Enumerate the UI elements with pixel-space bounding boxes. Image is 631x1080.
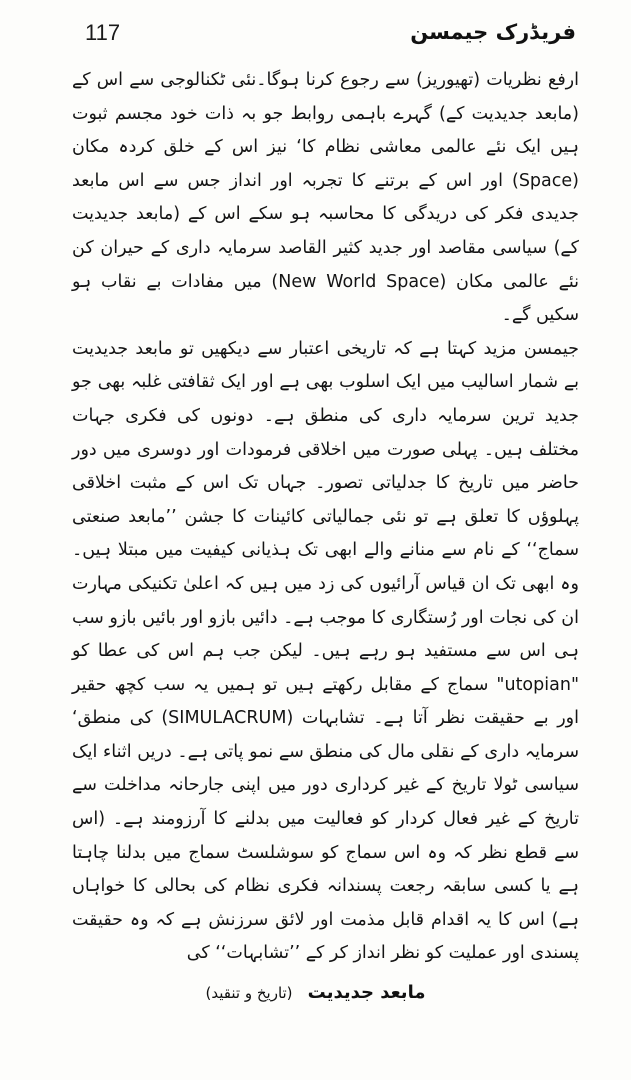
paragraph-2: جیمسن مزید کہتا ہے کہ تاریخی اعتبار سے دیکھیں تو مابعد جدیدیت بے شمار اسالیب میں ایک اسلوب بھی ہے اور ایک ثقافتی غلبہ بھی جو جدید ترین سرمایہ داری کی منطق ہے۔ دونوں کی فکری جہات مختلف ہیں۔ پہلی صورت میں اخلاقی فرمودات اور دوسری میں دور حاضر میں تاریخ کا جدلیاتی تصور۔ جہاں تک اس کے مثبت اخلاقی پہلوؤں کا تعلق ہے تو نئی جمالیاتی کائینات کا جشن ’’مابعد صنعتی سماج‘‘ کے نام سے منانے والے ابھی تک ہذیانی کیفیت میں مبتلا ہیں۔ وہ ابھی تک ان قیاس آرائیوں کی زد میں ہیں کہ اعلیٰ تکنیکی مہارت ان کی نجات اور رُستگاری کا موجب ہے۔ دائیں بازو اور بائیں بازو سب ہی اس سے مستفید ہو رہے ہیں۔ لیکن جب ہم اس کی عطا کو "utopian" سماج کے مقابل رکھتے ہیں تو ہمیں یہ سب کچھ حقیر اور بے حقیقت نظر آتا ہے۔ تشابہات (SIMULACRUM) کی منطق‘ سرمایہ داری کے نقلی مال کی منطق سے نمو پاتی ہے۔ دریں اثناء ایک سیاسی ٹولا تاریخ کے غیر کرداری دور میں اپنی جارحانہ مداخلت سے تاریخ کے غیر فعال کردار کو فعالیت میں بدلنے کا آرزومند ہے۔ (اس سے قطع نظر کہ وہ اس سماج کو سوشلسٹ سماج میں بدلنا چاہتا ہے یا کسی سابقہ رجعت پسندانہ فکری نظام کی بحالی کا خواہاں ہے) اس کا یہ اقدام قابل مذمت اور لائق سرزنش ہے کہ وہ حقیقت پسندی اور عملیت کو نظر انداز کر کے ’’تشابہات‘‘ کی <box>72 338 579 964</box>
footer-subtitle: (تاریخ و تنقید) <box>205 984 293 1002</box>
page-footer <box>0 982 631 1003</box>
running-head: فریڈرک جیمسن <box>410 20 576 44</box>
paragraph-1: ارفع نظریات (تھیوریز) سے رجوع کرنا ہوگا۔نئی ٹکنالوجی سے اس کے (مابعد جدیدیت کے) گہرے باہمی روابط جو بہ ذات خود مجسم ثبوت ہیں ایک نئے عالمی معاشی نظام کا‘ نیز اس کے خلق کردہ مکان (Space) اور اس کے برتنے کا تجربہ اور انداز جس سے اس مابعد جدیدی فکر کی دریدگی کا محاسبہ ہو سکے اس کے (مابعد جدیدیت کے) سیاسی مقاصد اور جدید کثیر القاصد سرمایہ داری کے حیران کن نئے عالمی مکان (New World Space) میں مفادات بے نقاب ہو سکیں گے۔ <box>72 70 580 326</box>
page-number: 117 <box>85 20 121 45</box>
body-text <box>72 64 579 971</box>
footer-book-title: مابعد جدیدیت <box>307 982 426 1003</box>
